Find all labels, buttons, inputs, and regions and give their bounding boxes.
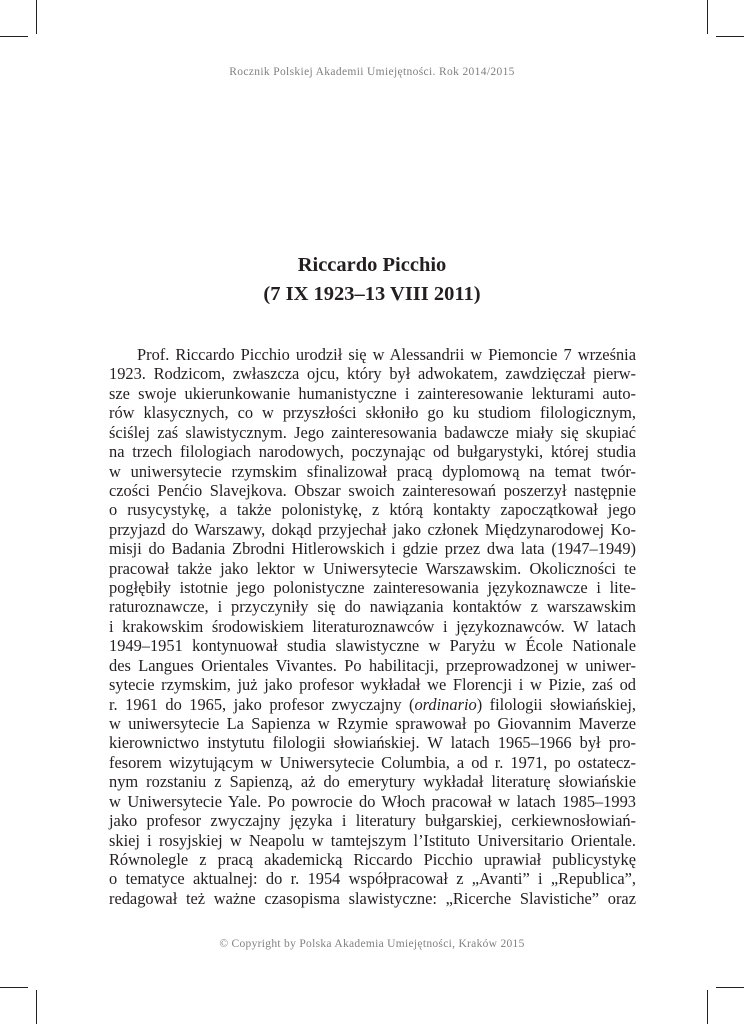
body-line: pogłębiły istotnie jego polonistyczne zainteresowania językoznawcze i lite- [109,578,636,598]
crop-mark-top-right-horizontal [716,36,744,37]
body-line: i krakowskim środowiskiem literaturoznawców i językoznawców. W latach [109,616,636,636]
body-line: przyjazd do Warszawy, dokąd przyjechał jako członek Międzynarodowej Ko- [109,519,636,539]
copyright-footer: © Copyright by Polska Akademia Umiejętności, Kraków 2015 [219,938,525,950]
body-line: Prof. Riccardo Picchio urodził się w Alessandrii w Piemoncie 7 września [137,345,636,364]
obituary-title-dates: (7 IX 1923–13 VIII 2011) [263,283,481,305]
crop-mark-top-right-vertical [707,0,708,34]
body-line: ściślej zaś slawistycznym. Jego zainteresowania badawcze miały się skupiać [109,422,636,442]
body-line: sze swoje ukierunkowanie humanistyczne i zainteresowanie lekturami auto- [109,383,636,403]
crop-mark-bottom-left-vertical [36,990,37,1024]
body-line: 1923. Rodzicom, zwłaszcza ojcu, który był adwokatem, zawdzięczał pierw- [109,364,636,384]
body-text [109,345,636,908]
body-line: na trzech filologiach narodowych, poczynając od bułgarystyki, której studia [109,442,636,462]
body-line: des Langues Orientales Vivantes. Po habilitacji, przeprowadzonej w uniwer- [109,655,636,675]
body-line: nym rozstaniu z Sapienzą, aż do emerytury wykładał literaturę słowiańskie [109,772,636,792]
body-line: w uniwersytecie rzymskim sfinalizował pracą dyplomową na temat twór- [109,461,636,481]
body-line: w uniwersytecie La Sapienza w Rzymie sprawował po Giovannim Maverze [109,714,636,734]
body-line: redagował też ważne czasopisma slawistyczne: „Ricerche Slavistiche” oraz [109,888,636,908]
crop-mark-bottom-left-horizontal [0,987,28,988]
crop-mark-bottom-right-horizontal [716,987,744,988]
body-line: r. 1961 do 1965, jako profesor zwyczajny (ordinario) filologii słowiańskiej, [109,694,636,714]
body-line: o tematyce aktualnej: do r. 1954 współpracował z „Avanti” i „Republica”, [109,869,636,889]
body-line: misji do Badania Zbrodni Hitlerowskich i gdzie przez dwa lata (1947–1949) [109,539,636,559]
obituary-title-name: Riccardo Picchio [297,254,447,276]
italic-term: ordinario [414,694,477,714]
body-line: pracował także jako lektor w Uniwersytecie Warszawskim. Okoliczności te [109,558,636,578]
crop-mark-bottom-right-vertical [707,990,708,1024]
body-line: 1949–1951 kontynuował studia slawistyczne w Paryżu w École Nationale [109,636,636,656]
crop-mark-top-left-vertical [36,0,37,34]
running-head: Rocznik Polskiej Akademii Umiejętności. Rok 2014/2015 [229,66,515,78]
body-line: raturoznawcze, i przyczyniły się do nawiązania kontaktów z warszawskim [109,597,636,617]
body-line: jako profesor zwyczajny języka i literatury bułgarskiej, cerkiewnosłowiań- [109,811,636,831]
crop-mark-top-left-horizontal [0,36,28,37]
body-line: czości Penćio Slavejkova. Obszar swoich zainteresowań poszerzył następnie [109,480,636,500]
body-line: o rusycystykę, a także polonistykę, z którą kontakty zapoczątkował jego [109,500,636,520]
body-line: w Uniwersytecie Yale. Po powrocie do Włoch pracował w latach 1985–1993 [109,791,636,811]
body-line: kierownictwo instytutu filologii słowiańskiej. W latach 1965–1966 był pro- [109,733,636,753]
body-line: fesorem wizytującym w Uniwersytecie Columbia, a od r. 1971, po ostatecz- [109,752,636,772]
body-line: skiej i rosyjskiej w Neapolu w tamtejszym l’Istituto Universitario Orientale. [109,830,636,850]
body-line: rów klasycznych, co w przyszłości skłoniło go ku studiom filologicznym, [109,403,636,423]
body-line: Równolegle z pracą akademicką Riccardo Picchio uprawiał publicystykę [109,849,636,869]
body-line: sytecie rzymskim, już jako profesor wykładał we Florencji i w Pizie, zaś od [109,675,636,695]
